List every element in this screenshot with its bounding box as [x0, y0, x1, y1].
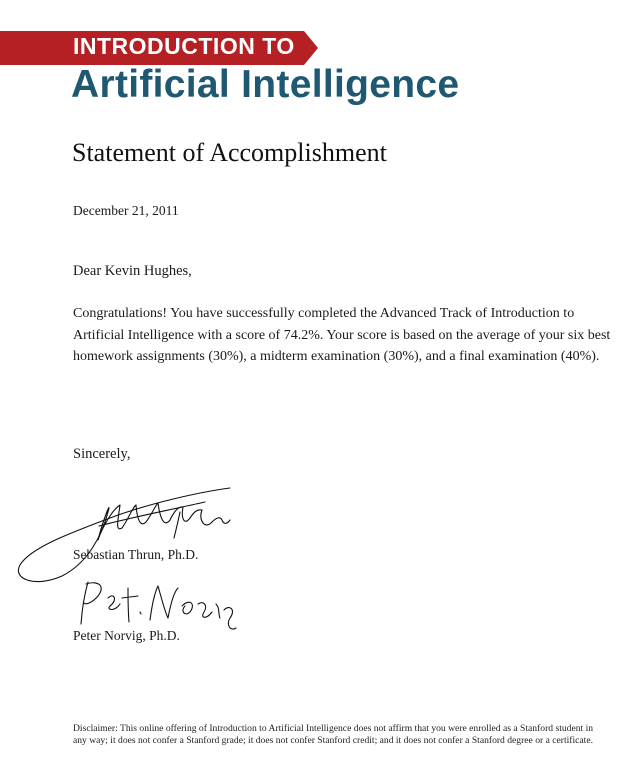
signer-name: Peter Norvig, Ph.D.	[73, 628, 180, 643]
course-title: Artificial Intelligence	[71, 63, 460, 106]
norvig-signature	[81, 582, 236, 629]
closing: Sincerely,	[73, 446, 131, 462]
certificate-body: Congratulations! You have successfully completed the Advanced Track of Introduction to Artificial Intelligence with a score of 74.2%. Your score is based on the average of your six best homework assignments (30%), a midterm examination (30%), and a final examination (40%).	[73, 306, 611, 364]
thrun-signature	[18, 488, 230, 582]
certificate-date: December 21, 2011	[73, 203, 179, 218]
certificate-heading: Statement of Accomplishment	[72, 138, 387, 167]
signer-name: Sebastian Thrun, Ph.D.	[73, 547, 199, 562]
banner-text: INTRODUCTION TO	[73, 33, 295, 59]
disclaimer: Disclaimer: This online offering of Introduction to Artificial Intelligence does not affirm that you were enrolled as a Stanford student in any way; it does not confer a Stanford grade; it does not confer Stanford credit; and it does not confer a Stanford degree or a certificate.	[73, 723, 594, 746]
salutation: Dear Kevin Hughes,	[73, 263, 192, 279]
